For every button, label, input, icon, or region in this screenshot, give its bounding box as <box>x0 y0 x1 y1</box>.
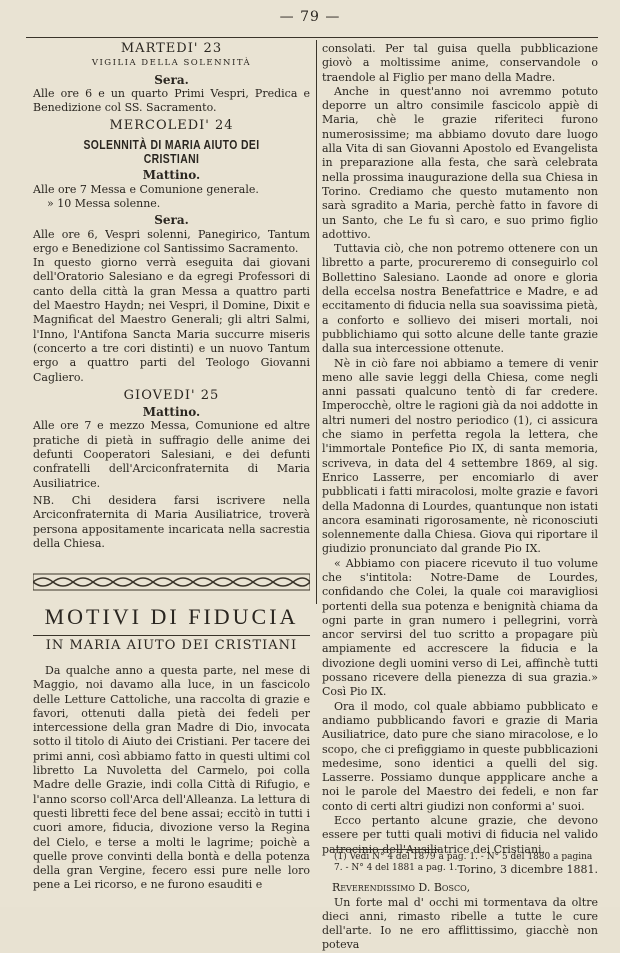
day-heading-martedi: MARTEDI' 23 <box>120 41 223 56</box>
footnote-rule <box>330 849 440 850</box>
mercoledi-mattino-line2: » 10 Messa solenne. <box>47 196 161 210</box>
right-paragraph-2: Anche in quest'anno noi avremmo potuto deporre un altro consimile fascicolo appiè di Maria, chè le grazie riferiteci furono numerosissime; ma abbiamo dovuto dare luogo alla Vita di san Giovanni Apostolo ed Evangelista in preparazione alla festa, che sarà celebrata nella prossima inaugurazione della sua Chiesa in Torino. Crediamo che questo mutamento non sarà sgradito a Maria, perchè fatto in favore di un Santo, che Le fu sì caro, e suo primo figlio adottivo. <box>322 84 598 241</box>
right-column <box>322 42 598 953</box>
sera-heading: Sera. <box>154 72 189 87</box>
nb-note: NB. Chi desidera farsi iscrivere nella Arciconfraternita di Maria Ausiliatrice, troverà persona appositamente incaricata nella sacrestia della Chiesa. <box>33 493 310 550</box>
motivi-body <box>33 664 310 893</box>
martedi-sera-text: Alle ore 6 e un quarto Primi Vespri, Predica e Benedizione col SS. Sacramento. <box>33 86 310 115</box>
sera-heading-2: Sera. <box>154 213 189 228</box>
column-divider <box>316 40 317 604</box>
day-heading-mercoledi: MERCOLEDI' 24 <box>109 118 234 134</box>
solemnity-title: SOLENNITÀ DI MARIA AIUTO DEI CRISTIANI <box>83 136 260 167</box>
right-paragraph-7: Ecco pertanto alcune grazie, che devono essere per tutti quali motivi di fiducia nel valido patrocinio dell'Ausiliatrice dei Cristiani. <box>322 814 598 856</box>
right-paragraph-5: « Abbiamo con piacere ricevuto il tuo volume che s'intitola: Notre-Dame de Lourdes, confidando che Colei, la quale coi maravigliosi portenti della sua potenza e benignità chiama da ogni parte in gran numero i pellegrini, vorrà ancor servirsi del tuo scritto a propagare più ampiamente ed accrescere la fiducia e la divozione degli uomini verso di Lei, affinchè tutti possano ricevere della pienezza di sua grazia.» Così Pio IX. <box>322 556 598 699</box>
mercoledi-sera-text: Alle ore 6, Vespri solenni, Panegirico, Tantum ergo e Benedizione col Santissimo Sacramento. <box>33 227 310 255</box>
giovedi-text: Alle ore 7 e mezzo Messa, Comunione ed altre pratiche di pietà in suffragio delle anime dei defunti Cooperatori Salesiani, e dei defunti confratelli dell'Arciconfraternita di Maria Ausiliatrice. <box>33 419 310 490</box>
right-paragraph-1: consolati. Per tal guisa quella pubblicazione giovò a moltissime anime, conservandole o traendole al Figlio per mano della Madre. <box>322 42 598 84</box>
motivi-paragraph: Da qualche anno a questa parte, nel mese di Maggio, noi davamo alla luce, in un fascicolo delle Letture Cattoliche, una raccolta di grazie e favori, ottenuti dalla pietà dei fedeli per intercessione della gran Madre di Dio, invocata sotto il titolo di Aiuto dei Cristiani. Per tacere dei primi anni, così abbiamo fatto in questi ultimi col libretto La Nuvoletta del Carmelo, poi colla Madre delle Grazie, indi colla Città di Rifugio, e l'anno scorso coll'Arca dell'Alleanza. La lettura di questi libretti fece del bene assai; eccitò in tutti i cuori amore, fiducia, divozione verso la Regina del Cielo, e terse a molti le lagrime; poichè a quelle prove convinti della bontà e della potenza della gran Vergine, fecero essi pure nelle loro pene a Lei ricorso, e ne furono esauditi e <box>33 664 310 892</box>
mercoledi-sera-text2: In questo giorno verrà eseguita dai giovani dell'Oratorio Salesiano e da egregi Professori di canto della città la gran Messa a quattro parti del Maestro Haydn; nei Vespri, il Domine, Dixit e Magnificat del Maestro Generali; gli altri Salmi, l'Inno, l'Antifona Sancta Maria succurre miseris (concerto a tre cori distinti) e un nuovo Tantum ergo a quattro parti del Teologo Giovanni Cagliero. <box>33 256 310 384</box>
letter-salutation: Reverendissimo D. Bosco, <box>332 881 471 895</box>
motivi-subtitle: IN MARIA AIUTO DEI CRISTIANI <box>45 638 298 653</box>
letter-text: Un forte mal d' occhi mi tormentava da oltre dieci anni, rimasto ribelle a tutte le cure dell'arte. Io ne ero afflittissimo, giacchè non poteva <box>322 895 598 952</box>
page-number: — 79 — <box>279 9 341 25</box>
letter-date: Torino, 3 dicembre 1881. <box>457 862 598 876</box>
motivi-title: MOTIVI DI FIDUCIA <box>44 604 299 629</box>
right-paragraph-3: Tuttavia ciò, che non potremo ottenere con un libretto a parte, procureremo di conseguirlo col Bollettino Salesiano. Laonde ad onore e gloria della eccelsa nostra Benefattrice e Madre, e ad eccitamento di fiducia nella sua soavissima pietà, a conforto e sollievo dei miseri mortali, noi pubblichiamo qui sotto alcune delle tante grazie dalla sua intercessione ottenute. <box>322 242 599 356</box>
left-column <box>33 42 310 551</box>
mercoledi-mattino-line1: Alle ore 7 Messa e Comunione generale. <box>33 182 259 196</box>
right-paragraph-4: Nè in ciò fare noi abbiamo a temere di venir meno alle savie leggi della Chiesa, come negli anni passati qualcuno tentò di far credere. Imperocchè, oltre le ragioni già da noi addotte in altri numeri del nostro periodico (1), ci assicura che siamo in perfetta regola la lettera, che l'immortale Pontefice Pio IX, di santa memoria, scriveva, in data del 4 settembre 1869, al sig. Enrico Lasserre, per encomiarlo di aver pubblicati i fatti miracolosi, molte grazie e favori della Madonna di Lourdes, quantunque non istati ancora esaminati rigorosamente, nè riconosciuti solennemente dalla Chiesa. Giova qui riportare il giudizio pronunciato dal grande Pio IX. <box>322 356 598 556</box>
mattino-heading-2: Mattino. <box>142 405 201 420</box>
footnote: (1) Vedi N° 4 del 1879 a pag. 1. - N° 5 del 1880 a pagina 7. - N° 4 del 1881 a pag. 1. <box>334 852 593 873</box>
vigil-subheading: VIGILIA DELLA SOLENNITÀ <box>91 58 252 69</box>
title-rule <box>33 635 310 636</box>
mattino-heading: Mattino. <box>142 168 201 183</box>
decorative-border <box>33 572 310 592</box>
day-heading-giovedi: GIOVEDI' 25 <box>123 387 220 403</box>
right-paragraph-6: Ora il modo, col quale abbiamo pubblicato e andiamo pubblicando favori e grazie di Maria Ausiliatrice, dato pure che siano miracolose, e lo scopo, che ci prefiggiamo in queste pubblicazioni medesime, sono identici a quelli del sig. Lasserre. Possiamo dunque appplicare anche a noi le parole del Maestro dei fedeli, e non far conto di certi altri giudizi non conformi a' suoi. <box>322 699 598 813</box>
top-rule <box>26 37 598 38</box>
